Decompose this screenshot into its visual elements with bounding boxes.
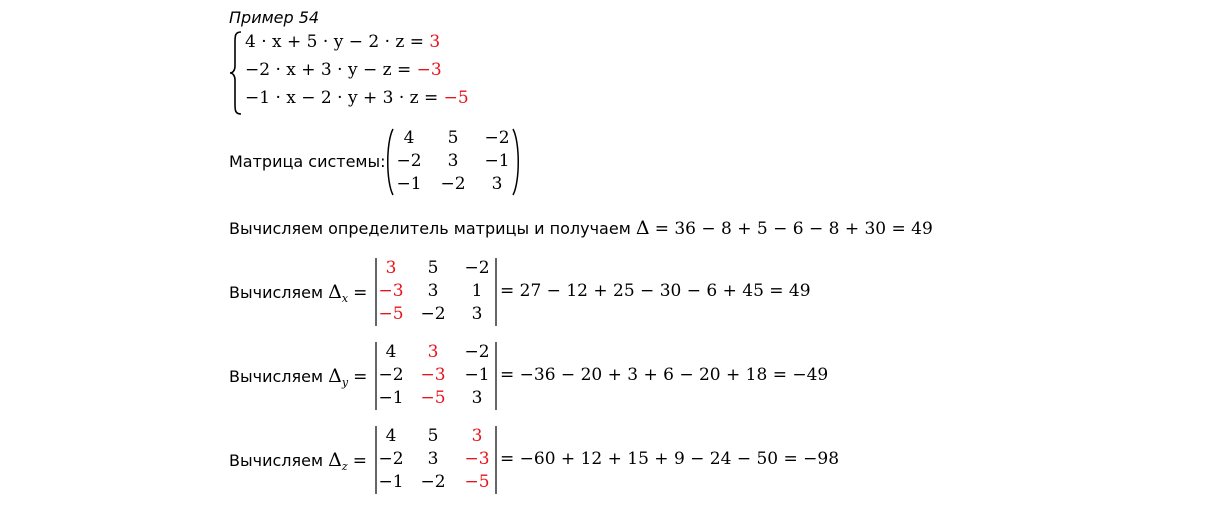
delta-x-eq: = [353,283,368,303]
matrix-cell: 3 [447,151,459,171]
right-paren-icon [512,128,522,196]
matrix-cell: −2 [464,342,490,362]
delta-y-symbol: Δ [328,365,342,387]
matrix-cell: −5 [420,388,446,408]
delta-x-text: Вычисляем [229,283,324,302]
matrix-cell: 3 [471,426,483,446]
matrix-cell: 5 [447,128,459,148]
matrix-cell: 3 [427,449,439,469]
matrix-cell: 3 [427,342,439,362]
equation-3-rhs: −5 [443,88,469,108]
delta-y-text: Вычисляем [229,367,324,386]
matrix-cell: 4 [403,128,415,148]
determinant-line [229,217,933,239]
equation-row-3 [245,88,469,108]
delta-y-expression: = −36 − 20 + 3 + 6 − 20 + 18 = −49 [500,365,829,385]
delta-x-label [229,281,367,305]
matrix-cell: −2 [420,304,446,324]
matrix-cell: −2 [464,258,490,278]
equation-1-rhs: 3 [429,32,441,52]
delta-x-subscript: x [341,292,349,306]
delta-y-label [229,365,367,389]
matrix-cell: 4 [385,342,397,362]
right-bar-icon [494,342,498,410]
equation-2-lhs: −2 · x + 3 · y − z = [245,60,412,80]
delta-y-subscript: y [341,376,349,390]
matrix-cell: −1 [378,388,404,408]
matrix-cell: −2 [378,449,404,469]
matrix-cell: −2 [378,365,404,385]
matrix-cell: 3 [471,304,483,324]
equation-row-1 [245,32,440,52]
delta-x-symbol: Δ [328,281,342,303]
delta-z-matrix [374,426,504,494]
matrix-cell: −3 [420,365,446,385]
example-title: Пример 54 [229,8,320,27]
equation-1-lhs: 4 · x + 5 · y − 2 · z = [245,32,424,52]
matrix-cell: 3 [427,281,439,301]
matrix-cell: −2 [396,151,422,171]
system-matrix [384,128,524,196]
matrix-label: Матрица системы: [229,152,386,171]
delta-z-label [229,449,367,473]
right-bar-icon [494,258,498,326]
matrix-cell: −5 [378,304,404,324]
delta-x-expression: = 27 − 12 + 25 − 30 − 6 + 45 = 49 [500,281,811,301]
matrix-cell: 3 [471,388,483,408]
matrix-cell: −3 [378,281,404,301]
delta-z-symbol: Δ [328,449,342,471]
matrix-cell: −2 [420,472,446,492]
matrix-cell: −5 [464,472,490,492]
equation-row-2 [245,60,442,80]
matrix-cell: 4 [385,426,397,446]
equation-system [229,30,489,116]
delta-z-text: Вычисляем [229,451,324,470]
matrix-cell: 1 [471,281,483,301]
delta-z-eq: = [352,451,367,471]
matrix-cell: −1 [464,365,490,385]
matrix-cell: 5 [427,426,439,446]
determinant-expression: = 36 − 8 + 5 − 6 − 8 + 30 = 49 [654,219,933,239]
matrix-cell: −3 [464,449,490,469]
matrix-cell: −1 [484,151,510,171]
equation-3-lhs: −1 · x − 2 · y + 3 · z = [245,88,439,108]
right-bar-icon [494,426,498,494]
delta-y-eq: = [353,367,368,387]
matrix-cell: −2 [440,174,466,194]
delta-z-expression: = −60 + 12 + 15 + 9 − 24 − 50 = −98 [500,449,840,469]
left-brace-icon [229,30,243,116]
matrix-cell: −1 [378,472,404,492]
determinant-text: Вычисляем определитель матрицы и получаем [229,219,631,238]
delta-y-matrix [374,342,504,410]
matrix-cell: 3 [385,258,397,278]
delta-x-matrix [374,258,504,326]
delta-symbol: Δ [635,217,650,239]
delta-z-subscript: z [341,460,348,474]
matrix-cell: −2 [484,128,510,148]
matrix-cell: −1 [396,174,422,194]
matrix-cell: 5 [427,258,439,278]
equation-2-rhs: −3 [416,60,442,80]
matrix-cell: 3 [491,174,503,194]
